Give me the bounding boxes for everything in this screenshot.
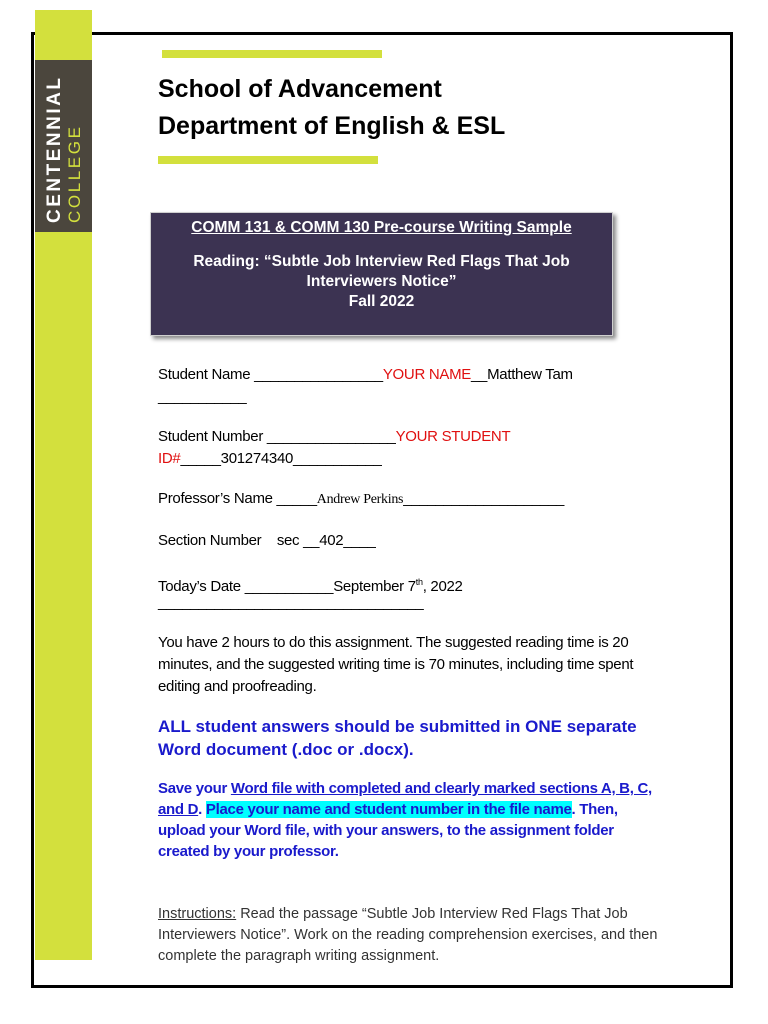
save-e: . Then, upload your Word file, with your answers, to the assignment folder created by your professor.	[158, 801, 618, 860]
save-filename-highlight: Place your name and student number in the file name	[205, 801, 572, 818]
save-instructions	[158, 778, 663, 862]
school-title: School of Advancement	[158, 75, 442, 103]
department-title: Department of English & ESL	[158, 112, 506, 140]
student-name-value: __Matthew Tam	[471, 366, 573, 383]
student-name-label: Student Name ________________	[158, 366, 383, 383]
date-trail: _________________________________	[158, 594, 424, 611]
submission-note-a: ALL student answers should be submitted in	[158, 717, 526, 736]
date-value-sup: th	[415, 577, 423, 587]
student-number-field[interactable]	[158, 426, 510, 447]
course-banner	[150, 212, 613, 336]
professor-value: Andrew Perkins	[316, 492, 404, 507]
term: Fall 2022	[348, 293, 415, 310]
instructions-text: Read the passage “Subtle Job Interview Red Flags That Job Interviewers Notice”. Work on the reading comprehension exercises, and then complete the paragraph writing assignment.	[158, 906, 658, 964]
save-a: Save your	[158, 780, 231, 797]
submission-note-one: ONE	[525, 717, 562, 736]
college-logo	[35, 60, 92, 232]
time-note: You have 2 hours to do this assignment. The suggested reading time is 20 minutes, and the suggested writing time is 70 minutes, including time spent editing and proofreading.	[158, 634, 634, 695]
date-value-post: , 2022	[422, 578, 463, 595]
professor-field[interactable]	[158, 488, 564, 510]
student-number-placeholder-id: ID#	[158, 450, 181, 467]
student-name-placeholder: YOUR NAME	[382, 366, 471, 383]
course-title: COMM 131 & COMM 130 Pre-course Writing Sample	[191, 219, 572, 236]
submission-note	[158, 715, 668, 761]
accent-bar-top	[162, 50, 382, 58]
save-c: .	[198, 801, 206, 818]
instructions-label: Instructions:	[158, 906, 237, 922]
submission-note-c: separate Word document (.doc or .docx).	[158, 717, 637, 759]
student-name-field[interactable]	[158, 364, 573, 385]
student-number-label: Student Number ________________	[158, 428, 396, 445]
date-value-pre: September 7	[333, 578, 416, 595]
logo-line-college: COLLEGE	[64, 124, 84, 223]
student-name-trail: ___________	[158, 388, 247, 405]
instructions	[158, 904, 668, 967]
save-sections: Word file with completed and clearly marked sections A, B, C, and D	[158, 780, 652, 818]
student-number-placeholder: YOUR STUDENT	[395, 428, 511, 445]
reading-title-line1: Reading: “Subtle Job Interview Red Flags That Job	[193, 253, 570, 270]
student-number-value[interactable]: _____301274340___________	[180, 450, 382, 467]
section-field[interactable]: Section Number sec __402____	[158, 532, 376, 549]
professor-trail: ____________________	[403, 490, 565, 507]
logo-line-centennial: CENTENNIAL	[43, 75, 65, 223]
date-label: Today’s Date ___________	[158, 578, 334, 595]
reading-title-line2: Interviewers Notice”	[306, 273, 457, 290]
accent-bar-bottom	[158, 156, 378, 164]
professor-label: Professor’s Name _____	[158, 490, 317, 507]
